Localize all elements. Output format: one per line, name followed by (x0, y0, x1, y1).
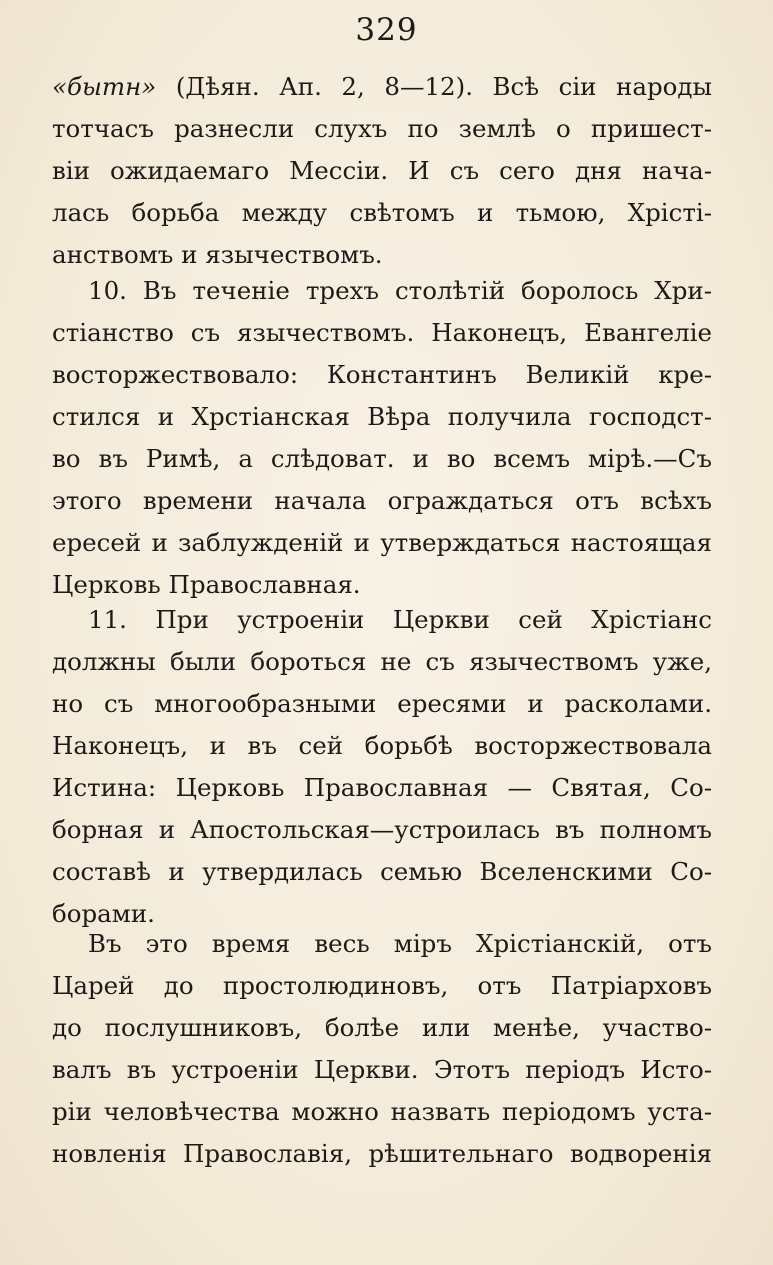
text-line-8: восторжествовало: Константинъ Великій кре- (52, 360, 712, 389)
text-line-20: составѣ и утвердилась семью Вселенскими Со- (52, 857, 712, 886)
paragraph-10-line-1: 10. Въ теченіе трехъ столѣтій боролось Хри- (88, 276, 712, 305)
text-line-17: Наконецъ, и въ сей борьбѣ восторжествовала (52, 731, 712, 760)
text-line-16: но съ многообразными ересями и расколами. (52, 689, 712, 718)
text-line-7: стіанство съ язычествомъ. Наконецъ, Евангеліе (52, 318, 712, 347)
text-line-15: должны были бороться не съ язычествомъ уже, (52, 647, 712, 676)
text-line-5: анствомъ и язычествомъ. (52, 240, 383, 269)
text-line-23: Царей до простолюдиновъ, отъ Патріарховъ (52, 971, 712, 1000)
text-line-11: этого времени начала ограждаться отъ всѣхъ (52, 486, 712, 515)
text-line-24: до послушниковъ, болѣе или менѣе, участво- (52, 1013, 712, 1042)
text-line-19: борная и Апостольская—устроилась въ полномъ (52, 815, 712, 844)
text-line-3: віи ожидаемаго Мессіи. И съ сего дня нача- (52, 156, 712, 185)
text-line-4: лась борьба между свѣтомъ и тьмою, Хрісті- (52, 198, 712, 227)
text-line-2: тотчасъ разнесли слухъ по землѣ о пришест- (52, 114, 712, 143)
text-line-1-rest: (Дѣян. Ап. 2, 8—12). Всѣ сіи народы (156, 72, 712, 101)
page-number: 329 (355, 12, 418, 48)
paragraph-11-line-1: 11. При устроеніи Церкви сей Хрістіанс (88, 605, 712, 634)
quoted-word: «бытн» (52, 72, 157, 101)
text-line-9: стился и Хрстіанская Вѣра получила господст- (52, 402, 712, 431)
text-line-26: ріи человѣчества можно назвать періодомъ уста- (52, 1097, 712, 1126)
paragraph-3-line-1: Въ это время весь міръ Хрістіанскій, отъ (88, 929, 712, 958)
text-line-25: валъ въ устроеніи Церкви. Этотъ періодъ Исто- (52, 1055, 712, 1084)
text-line-13: Церковь Православная. (52, 570, 361, 599)
text-line-10: во въ Римѣ, а слѣдоват. и во всемъ мірѣ.—Съ (52, 444, 712, 473)
text-line-18: Истина: Церковь Православная — Святая, Со- (52, 773, 712, 802)
text-line-12: ересей и заблужденій и утверждаться настоящая (52, 528, 712, 557)
text-line-21: борами. (52, 899, 155, 928)
text-line-27: новленія Православія, рѣшительнаго водворенія (52, 1139, 712, 1168)
text-line-1 (52, 67, 712, 107)
